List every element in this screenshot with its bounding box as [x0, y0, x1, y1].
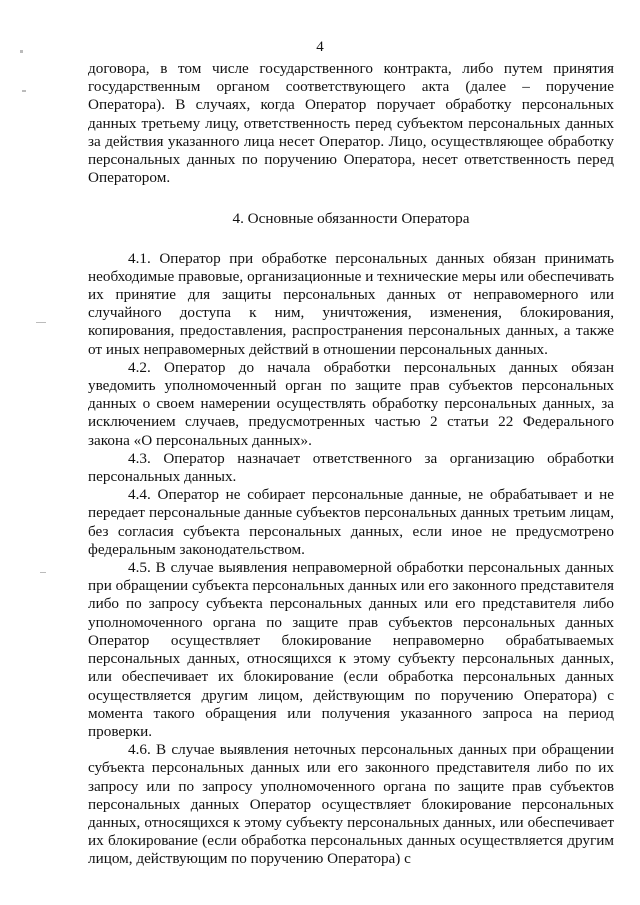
section-heading: 4. Основные обязанности Оператора [232, 210, 470, 228]
document-body [88, 60, 614, 869]
scan-mark [40, 572, 46, 573]
paragraph-4-5: 4.5. В случае выявления неправомерной обработки персональных данных при обращении субъекта персональных данных или его законного представителя либо по запросу субъекта персональных данных или его представителя либо уполномоченного органа по защите прав субъектов персональных данных Оператор осуществляет блокирование неправомерно обрабатываемых персональных данных, относящихся к этому субъекту персональных данных, или обеспечивает их блокирование (если обработка персональных данных осуществляется другим лицом, действующим по поручению Оператора) с момента такого обращения или получения указанного запроса на период проверки. [88, 559, 614, 740]
scan-mark [36, 322, 46, 323]
page-number: 4 [316, 39, 324, 55]
paragraph-4-3: 4.3. Оператор назначает ответственного за организацию обработки персональных данных. [88, 449, 614, 486]
paragraph-4-4: 4.4. Оператор не собирает персональные данные, не обрабатывает и не передает персональные данные субъектов персональных данных третьим лицам, без согласия субъекта персональных данных, если иное не предусмотрено федеральным законодательством. [88, 486, 614, 558]
paragraph-4-1: 4.1. Оператор при обработке персональных данных обязан принимать необходимые правовые, организационные и технические меры или обеспечивать их принятие для защиты персональных данных от неправомерного или случайного доступа к ним, уничтожения, изменения, блокирования, копирования, предоставления, распространения персональных данных, а также от иных неправомерных действий в отношении персональных данных. [88, 249, 614, 358]
scan-mark [22, 90, 26, 92]
paragraph-4-6: 4.6. В случае выявления неточных персональных данных при обращении субъекта персональных данных или его законного представителя либо по их запросу или по запросу уполномоченного органа по защите прав субъектов персональных данных Оператор осуществляет блокирование персональных данных, относящихся к этому субъекту персональных данных, или обеспечивает их блокирование (если обработка персональных данных осуществляется другим лицом, действующим по поручению Оператора) с [88, 741, 614, 868]
intro-paragraph: договора, в том числе государственного контракта, либо путем принятия государственным органом соответствующего акта (далее – поручение Оператора). В случаях, когда Оператор поручает обработку персональных данных третьему лицу, ответственность перед субъектом персональных данных за действия указанного лица несет Оператор. Лицо, осуществляющее обработку персональных данных по поручению Оператора, несет ответственность перед Оператором. [88, 60, 614, 187]
paragraph-4-2: 4.2. Оператор до начала обработки персональных данных обязан уведомить уполномоченный орган по защите прав субъектов персональных данных о своем намерении осуществлять обработку персональных данных, за исключением случаев, предусмотренных частью 2 статьи 22 Федерального закона «О персональных данных». [88, 358, 614, 449]
